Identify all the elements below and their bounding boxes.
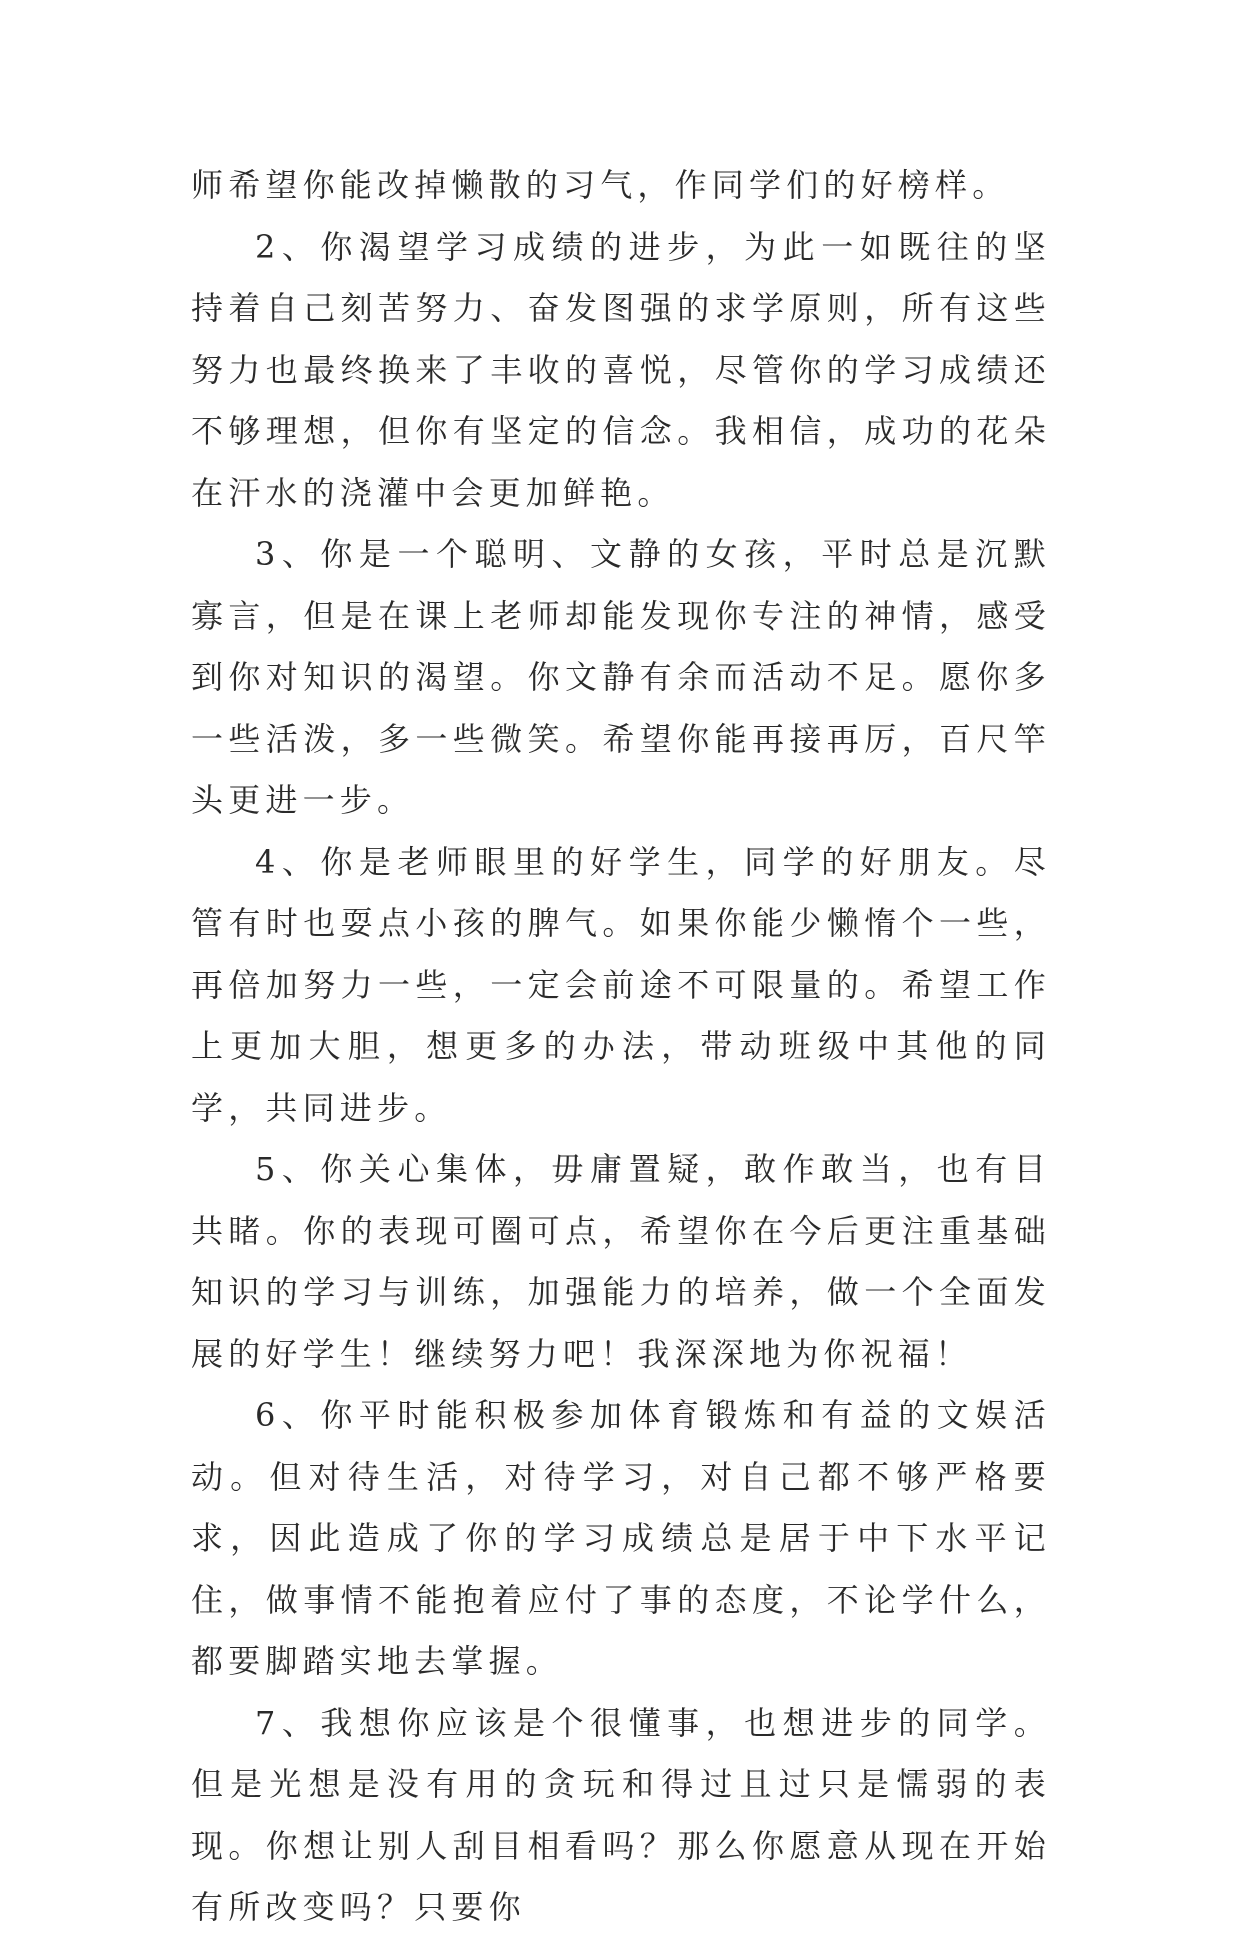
paragraph-comment-6: 6、你平时能积极参加体育锻炼和有益的文娱活动。但对待生活，对待学习，对自己都不够严格要求，因此造成了你的学习成绩总是居于中下水平记住，做事情不能抱着应付了事的态度，不论学什么，都要脚踏实地去掌握。	[191, 1396, 1051, 1680]
document-body	[191, 155, 1051, 1939]
paragraph-comment-2: 2、你渴望学习成绩的进步，为此一如既往的坚持着自己刻苦努力、奋发图强的求学原则，所有这些努力也最终换来了丰收的喜悦，尽管你的学习成绩还不够理想，但你有坚定的信念。我相信，成功的花朵在汗水的浇灌中会更加鲜艳。	[191, 227, 1051, 512]
paragraph-comment-3: 3、你是一个聪明、文静的女孩，平时总是沉默寡言，但是在课上老师却能发现你专注的神情，感受到你对知识的渴望。你文静有余而活动不足。愿你多一些活泼，多一些微笑。希望你能再接再厉，百尺竿头更进一步。	[191, 535, 1051, 819]
paragraph-comment-7: 7、我想你应该是个很懂事，也想进步的同学。但是光想是没有用的贪玩和得过且过只是懦弱的表现。你想让别人刮目相看吗？那么你愿意从现在开始有所改变吗？只要你	[191, 1703, 1051, 1926]
paragraph-continuation: 师希望你能改掉懒散的习气，作同学们的好榜样。	[191, 166, 1010, 204]
paragraph-comment-5: 5、你关心集体，毋庸置疑，敢作敢当，也有目共睹。你的表现可圈可点，希望你在今后更注重基础知识的学习与训练，加强能力的培养，做一个全面发展的好学生！继续努力吧！我深深地为你祝福！	[191, 1150, 1051, 1373]
paragraph-comment-4: 4、你是老师眼里的好学生，同学的好朋友。尽管有时也耍点小孩的脾气。如果你能少懒惰个一些，再倍加努力一些，一定会前途不可限量的。希望工作上更加大胆，想更多的办法，带动班级中其他的同学，共同进步。	[191, 842, 1051, 1127]
